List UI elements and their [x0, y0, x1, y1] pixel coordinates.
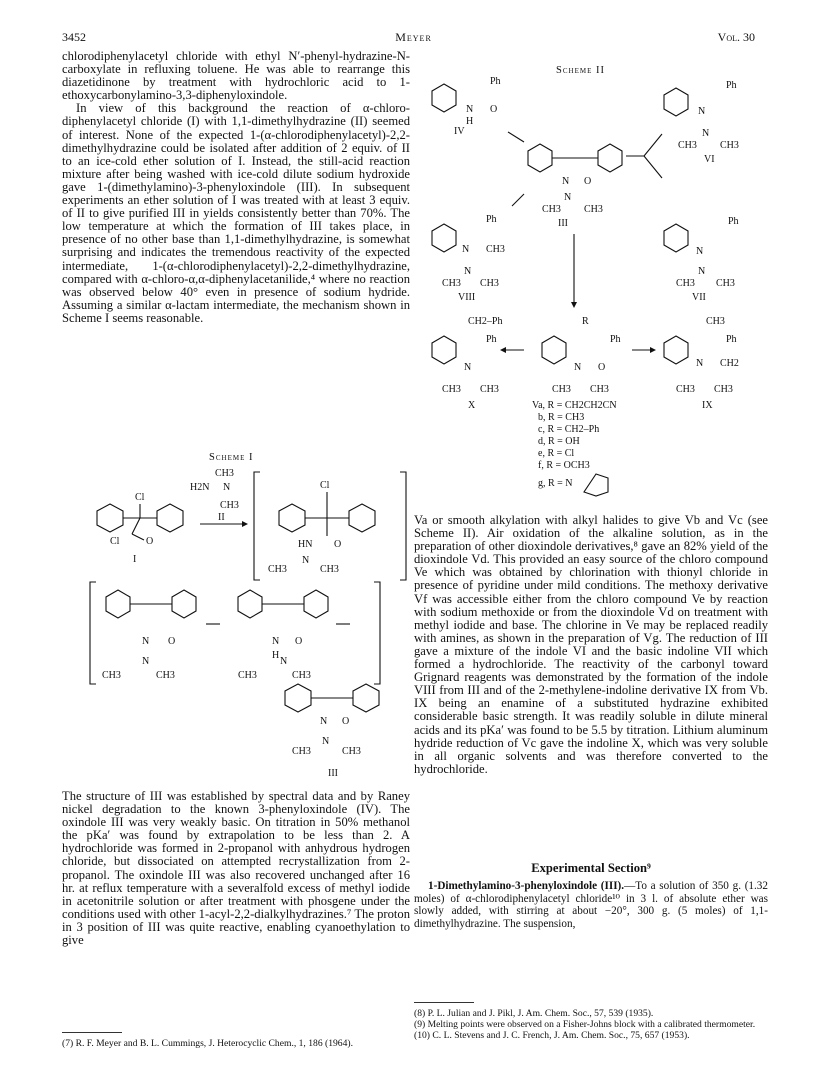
v-item: b, R = CH3 — [538, 412, 585, 423]
atom-ph: Ph — [726, 334, 737, 345]
intermediate-lactam — [90, 582, 220, 684]
atom-ch3: CH3 — [480, 384, 499, 395]
atom-o: O — [490, 104, 498, 115]
atom-ch3: CH3 — [542, 204, 561, 215]
atom-n: N — [564, 192, 572, 203]
atom-ch3: CH3 — [716, 278, 735, 289]
paragraph: Va or smooth alkylation with alkyl halides to give Vb and Vc (see Scheme II). Air oxidation of the alkaline solution, as in the preparation of other dioxindole derivatives,⁸ gave an 82% yield of the dioxindole Vd. This provided an easy source of the chloro compound Ve which was obtained by chlorination with thionyl chloride in presence of pyridine under mild conditions. The methoxy derivative Vf was accessible either from the chloro compound Ve by reaction with sodium methoxide or from the dioxindole Vd on treatment with methyl iodide and base. The chlorine in Ve may be replaced readily with amines, as shown in the preparation of Vg. The reduction of III gave a mixture of the indole VI and the basic indoline VII which formed a hydrochloride. The reactivity of the carbonyl toward Grignard reagents was demonstrated by the formation of the indole VIII from III and of the 2-methylene-indoline derivative IX from Vb. IX being an enamine of a substituted hydrazine exhibited considerable basic strength. It was readily soluble in dilute mineral acids and its pKa′ was found to be 5.5 by titration. Lithium aluminum hydride reduction of Vc gave the indoline X, which was very soluble in all organic solvents and was therefore converted to the hydrochloride. — [414, 513, 768, 776]
atom-r: R — [582, 316, 589, 327]
atom-cl: Cl — [320, 480, 330, 491]
footnote-rule — [414, 1002, 474, 1003]
structure-III-center — [508, 132, 662, 308]
atom-n: N — [698, 106, 706, 117]
atom-n: N — [320, 716, 328, 727]
compound-label-X: X — [468, 400, 476, 411]
footnotes-right — [414, 1008, 768, 1041]
atom-ch3: CH3 — [552, 384, 571, 395]
v-item: g, R = N — [538, 478, 573, 489]
intermediate-bicyclic — [238, 582, 380, 684]
v-item: Va, R = CH2CH2CN — [532, 400, 617, 411]
intermediate-hydrazide — [254, 472, 406, 580]
compound-label-IV: IV — [454, 126, 465, 137]
atom-n: N — [464, 266, 472, 277]
atom-o: O — [295, 636, 303, 647]
atom-n: N — [702, 128, 710, 139]
volume-label: Vol. 30 — [717, 30, 755, 44]
structure-VII — [664, 216, 739, 303]
experimental-heading: Experimental Section⁹ — [531, 861, 651, 875]
atom-ch3: CH3 — [320, 564, 339, 575]
atom-ch3: CH3 — [292, 670, 311, 681]
atom-o: O — [334, 539, 342, 550]
atom-ch3: CH3 — [342, 746, 361, 757]
structure-I — [97, 492, 183, 565]
compound-label-III: III — [328, 768, 338, 779]
atom-ch3: CH3 — [292, 746, 311, 757]
v-item: c, R = CH2–Ph — [538, 424, 600, 435]
atom-o: O — [146, 536, 154, 547]
compound-label-VII: VII — [692, 292, 706, 303]
structure-IV — [432, 76, 501, 137]
atom-ch3: CH3 — [238, 670, 257, 681]
experimental-body — [414, 880, 768, 930]
right-column — [414, 514, 768, 776]
structure-V — [542, 316, 656, 395]
atom-ch3: CH3 — [442, 278, 461, 289]
atom-n: N — [223, 482, 231, 493]
scheme-1-label: Scheme I — [209, 452, 254, 463]
compound-label-I: I — [133, 554, 137, 565]
atom-ch3: CH3 — [676, 278, 695, 289]
atom-cl: Cl — [110, 536, 120, 547]
compound-label-IX: IX — [702, 400, 713, 411]
structure-X — [432, 316, 524, 411]
structure-VIII — [432, 214, 505, 303]
left-column-top — [62, 50, 410, 325]
compound-label-III: III — [558, 218, 568, 229]
experimental-title: 1-Dimethylamino-3-phenyloxindole (III). — [428, 880, 625, 892]
reagent-II — [190, 468, 248, 527]
atom-n: N — [322, 736, 330, 747]
structure-VI — [664, 80, 739, 165]
atom-ch3: CH3 — [486, 244, 505, 255]
atom-o: O — [342, 716, 350, 727]
v-item: d, R = OH — [538, 436, 580, 447]
running-author: Meyer — [395, 30, 432, 44]
atom-ch3: CH3 — [720, 140, 739, 151]
atom-ph: Ph — [728, 216, 739, 227]
atom-ch3: CH3 — [706, 316, 725, 327]
atom-n: N — [574, 362, 582, 373]
atom-ph: Ph — [486, 334, 497, 345]
scheme-2-figure — [414, 74, 768, 504]
atom-ch2: CH2 — [720, 358, 739, 369]
atom-h2n: H2N — [190, 482, 210, 493]
reagent-label: II — [218, 512, 225, 523]
atom-h: H — [466, 116, 474, 127]
atom-n: N — [696, 246, 704, 257]
atom-n: N — [280, 656, 288, 667]
atom-n: N — [142, 636, 150, 647]
footnote-10: (10) C. L. Stevens and J. C. French, J. Am. Chem. Soc., 75, 657 (1953). — [414, 1030, 690, 1041]
atom-n: N — [464, 362, 472, 373]
footnote-rule — [62, 1032, 122, 1033]
paragraph: chlorodiphenylacetyl chloride with ethyl N′-phenyl-hydrazine-N-carboxylate in refluxing toluene. He was able to rearrange this diazetidinone by treatment with hydrochloric acid to 1-ethoxycarbonylamino-3,3-diphenyloxindole. — [62, 49, 410, 103]
atom-n: N — [466, 104, 474, 115]
paragraph: In view of this background the reaction of α-chloro-diphenylacetyl chloride (I) with 1,1-dimethylhydrazine (II) seemed of interest. None of the expected 1-(α-chlorodiphenylacetyl)-2,2-dimethylhydrazine could be isolated after addition of 2 equiv. of II to an ice-cold ether solution of I. Instead, the still-acid reaction mixture after being washed with ice-cold dilute sodium hydroxide gave 1-(dimethylamino)-3-phenyloxindole (III). In subsequent experiments an ether solution of I was treated with at least 3 equiv. of II to give purified III in yields consistently better than 70%. The low temperature at which the formation of III takes place, in presence of no other base than 1,1-dimethylhydrazine, is somewhat surprising and indicates the tremendous reactivity of the expected intermediate, 1-(α-chlorodiphenylacetyl)-2,2-dimethylhydrazine, compared with α-chloro-α,α-diphenylacetanilide,⁴ where no reaction was observed below 40° even in presence of sodium hydride. Assuming a similar α-lactam intermediate, the mechanism shown in Scheme I seems reasonable. — [62, 101, 410, 325]
atom-o: O — [584, 176, 592, 187]
atom-n: N — [698, 266, 706, 277]
paragraph: The structure of III was established by spectral data and by Raney nickel degradation to the known 3-phenyloxindole (IV). The oxindole III was very weakly basic. On titration in 50% methanol the pKa′ was found by extrapolation to be less than 2. A hydrochloride was formed in 2-propanol with anhydrous hydrogen chloride, but dissociated on attempted recrystallization from 2-propanol. The oxindole III was also recovered unchanged after 16 hr. at reflux temperature with a severalfold excess of methyl iodide in acetonitrile solution or after treatment with phosgene under the conditions used with other 1-acyl-2,2-dialkylhydrazines.⁷ The proton in 3 position of III was quite reactive, enabling cyanoethylation to give — [62, 789, 410, 948]
atom-hn: HN — [298, 539, 313, 550]
atom-ch3: CH3 — [220, 500, 239, 511]
v-substituent-list — [532, 400, 617, 496]
atom-ph: Ph — [726, 80, 737, 91]
compound-label-VIII: VIII — [458, 292, 476, 303]
atom-h: H — [272, 650, 280, 661]
atom-ch3: CH3 — [268, 564, 287, 575]
atom-ch3: CH3 — [676, 384, 695, 395]
atom-ch3: CH3 — [714, 384, 733, 395]
atom-ch3: CH3 — [678, 140, 697, 151]
scheme-1-figure — [70, 462, 410, 784]
atom-n: N — [696, 358, 704, 369]
atom-n: N — [272, 636, 280, 647]
atom-n: N — [142, 656, 150, 667]
atom-ch3: CH3 — [156, 670, 175, 681]
atom-ph: Ph — [490, 76, 501, 87]
atom-ch3: CH3 — [442, 384, 461, 395]
atom-n: N — [462, 244, 470, 255]
experimental-text: —To a solution of 350 g. (1.32 moles) of α-chlorodiphenylacetyl chloride¹⁰ in 3 l. of absolute ether was slowly added, with stirring at about −20°, 300 g. (5 moles) of 1,1-dimethylhydrazine. The suspension, — [414, 880, 768, 930]
atom-o: O — [598, 362, 606, 373]
atom-ph: Ph — [610, 334, 621, 345]
atom-ch3: CH3 — [584, 204, 603, 215]
atom-ch2ph: CH2–Ph — [468, 316, 503, 327]
v-item: e, R = Cl — [538, 448, 575, 459]
v-item: f, R = OCH3 — [538, 460, 590, 471]
structure-III — [285, 684, 379, 779]
atom-n: N — [302, 555, 310, 566]
compound-label-VI: VI — [704, 154, 715, 165]
atom-n: N — [562, 176, 570, 187]
footnote-8: (8) P. L. Julian and J. Pikl, J. Am. Chem. Soc., 57, 539 (1935). — [414, 1008, 654, 1019]
atom-ch3: CH3 — [102, 670, 121, 681]
footnote-7: (7) R. F. Meyer and B. L. Cummings, J. Heterocyclic Chem., 1, 186 (1964). — [62, 1038, 353, 1049]
atom-ph: Ph — [486, 214, 497, 225]
page-header — [0, 30, 827, 46]
atom-ch3: CH3 — [215, 468, 234, 479]
page-number: 3452 — [62, 30, 86, 44]
structure-IX — [664, 316, 739, 411]
atom-ch3: CH3 — [590, 384, 609, 395]
atom-ch3: CH3 — [480, 278, 499, 289]
scheme-2-label: Scheme II — [556, 65, 605, 76]
left-column-bottom — [62, 790, 410, 947]
atom-cl: Cl — [135, 492, 145, 503]
footnote-9: (9) Melting points were observed on a Fisher-Johns block with a calibrated thermometer. — [414, 1019, 756, 1030]
atom-o: O — [168, 636, 176, 647]
